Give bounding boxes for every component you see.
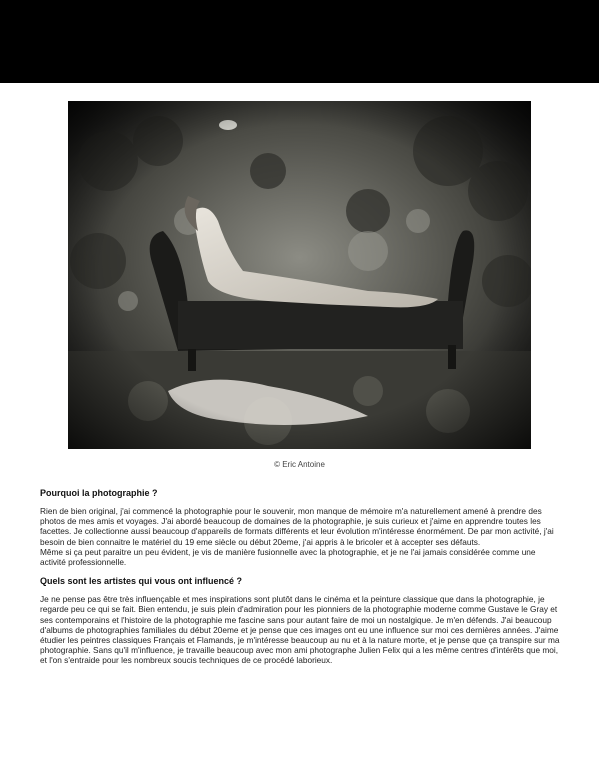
section-heading-influences: Quels sont les artistes qui vous ont influencé ? — [40, 576, 243, 587]
paragraph-text: Rien de bien original, j'ai commencé la photographie pour le souvenir, mon manque de mémoire m'a naturellement amené à prendre des photos de mes amis et voyages. J'ai abordé beaucoup de domaines de la photographie, je suis curieux et j'aime en apprendre toutes les facettes. Je collectionne aussi beaucoup d'appareils de formats différents et leur évolution m'intéresse énormément. De par mon activité, j'ai besoin de bien connaitre le matériel du 19 eme siècle ou début 20eme, j'ai appris à le bricoler et à accepter ses défauts. — [40, 506, 554, 547]
paragraph-influences: Je ne pense pas être très influençable et mes inspirations sont plutôt dans le cinéma et la peinture classique que dans la photographie, je regarde peu ce qui se fait. Bien entendu, je suis plein d'admiration pour les pionniers de la photographie moderne comme Gustave le Gray et ses contemporains et l'histoire de la photographie me fascine sans pour autant faire de moi un nostalgique. Je m'en défends. J'ai beaucoup d'albums de photographies familiales du début 20eme et je pense que ces images ont eu une influence sur moi ces dernières années. J'aime étudier les peintres classiques Français et Flamands, je m'intéresse beaucoup au nu et à la nature morte, et je pense que ça transpire sur ma photographie. Sans qu'il m'influence, je travaille beaucoup avec mon ami photographe Julien Felix qui a les même centres d'intérêts que moi, et l'on s'entraide pour les nombreux soucis techniques de ce procédé laborieux. — [40, 594, 560, 666]
photo-illustration — [68, 101, 531, 449]
section-heading-why-photography: Pourquoi la photographie ? — [40, 488, 158, 498]
paragraph-why-photography — [40, 506, 562, 567]
article-photo — [68, 101, 531, 449]
top-black-banner — [0, 0, 599, 83]
paragraph-text-continued: Même si ça peut paraitre un peu évident, je vis de manière fusionnelle avec la photographie, et je ne l'ai jamais considérée comme une activité professionnelle. — [40, 546, 536, 568]
photo-caption: © Eric Antoine — [274, 460, 325, 469]
article-body — [40, 488, 562, 675]
